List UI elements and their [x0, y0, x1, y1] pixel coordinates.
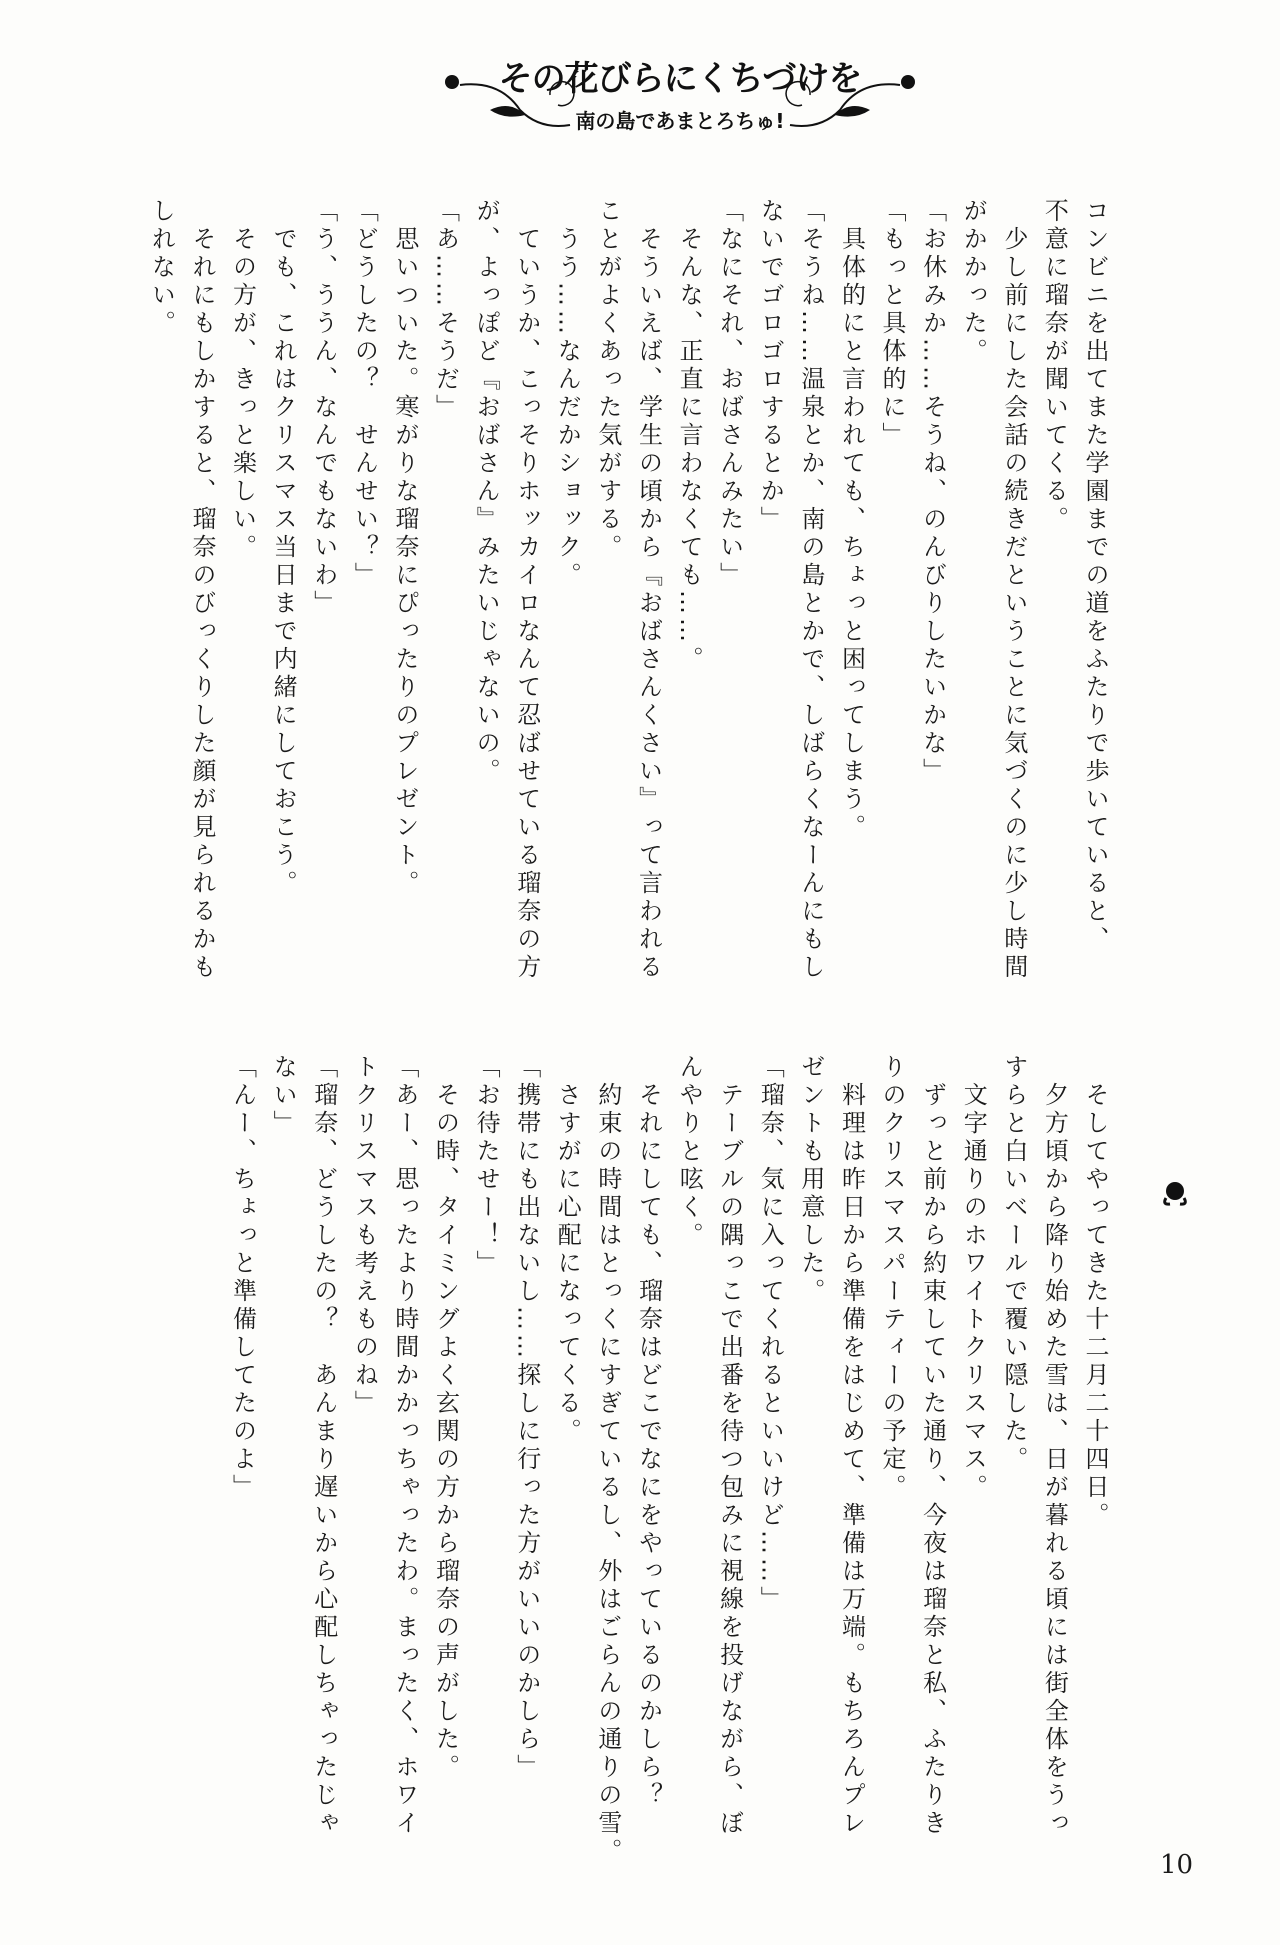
- text-column: 少し前にした会話の続きだということに気づくのに少し時間: [999, 198, 1028, 982]
- text-column: さすがに心配になってくる。: [553, 1054, 582, 1446]
- text-column: 「お待たせー！」: [472, 1054, 501, 1278]
- text-column: ない」: [269, 1054, 298, 1138]
- text-column: 不意に瑠奈が聞いてくる。: [1040, 198, 1069, 534]
- text-column: 夕方頃から降り始めた雪は、日が暮れる頃には街全体をうっ: [1040, 1054, 1069, 1838]
- text-column: ていうか、こっそりホッカイロなんて忍ばせている瑠奈の方: [512, 198, 541, 982]
- text-column: 文字通りのホワイトクリスマス。: [959, 1054, 988, 1502]
- text-column: その時、タイミングよく玄関の方から瑠奈の声がした。: [431, 1054, 460, 1782]
- text-column: 「もっと具体的に」: [878, 198, 907, 450]
- text-column: ないでゴロゴロするとか」: [756, 198, 785, 534]
- text-column: それにしても、瑠奈はどこでなにをやっているのかしら？: [634, 1054, 663, 1810]
- text-column: んやりと呟く。: [675, 1054, 704, 1250]
- text-column: 料理は昨日から準備をはじめて、準備は万端。もちろんプレ: [837, 1054, 866, 1838]
- text-column: しれない。: [147, 198, 176, 338]
- text-column: ゼントも用意した。: [796, 1054, 825, 1306]
- text-column: 約束の時間はとっくにすぎているし、外はごらんの通りの雪。: [593, 1054, 622, 1866]
- page-number: 10: [1160, 1850, 1194, 1880]
- text-column: その方が、きっと楽しい。: [228, 198, 257, 562]
- text-column: 思いついた。寒がりな瑠奈にぴったりのプレゼント。: [390, 198, 419, 898]
- text-column: 「瑠奈、気に入ってくれるといいけど……」: [756, 1054, 785, 1614]
- text-column: トクリスマスも考えものね」: [350, 1054, 379, 1418]
- text-column: ずっと前から約束していた通り、今夜は瑠奈と私、ふたりき: [918, 1054, 947, 1838]
- text-column: がかかった。: [959, 198, 988, 366]
- text-column: でも、これはクリスマス当日まで内緒にしておこう。: [269, 198, 298, 898]
- running-header: [430, 55, 930, 150]
- book-subtitle: 南の島であまとろちゅ!: [575, 109, 785, 133]
- text-column: ことがよくあった気がする。: [593, 198, 622, 562]
- text-column: 「あー、思ったより時間かかっちゃったわ。まったく、ホワイ: [390, 1054, 419, 1838]
- text-column: コンビニを出てまた学園までの道をふたりで歩いていると、: [1081, 198, 1109, 954]
- text-column: りのクリスマスパーティーの予定。: [878, 1054, 907, 1502]
- text-column: 「携帯にも出ないし……探しに行った方がいいのかしら」: [512, 1054, 541, 1782]
- text-column: そんな、正直に言わなくても……。: [675, 198, 704, 674]
- text-column: テーブルの隅っこで出番を待つ包みに視線を投げながら、ぼ: [715, 1054, 744, 1838]
- book-title: その花びらにくちづけを: [498, 59, 862, 99]
- rose-ornament-icon: [1160, 1178, 1190, 1208]
- text-column: 「どうしたの？ せんせい？」: [350, 198, 379, 590]
- text-column: 「んー、ちょっと準備してたのよ」: [228, 1054, 257, 1502]
- upper-text-block: [141, 198, 1115, 1028]
- text-column: すらと白いベールで覆い隠した。: [999, 1054, 1028, 1474]
- text-column: そしてやってきた十二月二十四日。: [1081, 1054, 1109, 1530]
- text-column: が、よっぽど『おばさん』みたいじゃないの。: [472, 198, 501, 786]
- text-column: うう……なんだかショック。: [553, 198, 582, 590]
- lower-text-block: [222, 1054, 1115, 1884]
- text-column: そういえば、学生の頃から『おばさんくさい』って言われる: [634, 198, 663, 982]
- text-column: 「う、ううん、なんでもないわ」: [309, 198, 338, 618]
- text-column: 「そうね……温泉とか、南の島とかで、しばらくなーんにもし: [796, 198, 825, 982]
- text-column: 「あ……そうだ」: [431, 198, 460, 422]
- text-column: それにもしかすると、瑠奈のびっくりした顔が見られるかも: [187, 198, 216, 982]
- text-column: 「瑠奈、どうしたの？ あんまり遅いから心配しちゃったじゃ: [309, 1054, 338, 1838]
- text-column: 「なにそれ、おばさんみたい」: [715, 198, 744, 590]
- text-column: 具体的にと言われても、ちょっと困ってしまう。: [837, 198, 866, 842]
- text-column: 「お休みか……そうね、のんびりしたいかな」: [918, 198, 947, 786]
